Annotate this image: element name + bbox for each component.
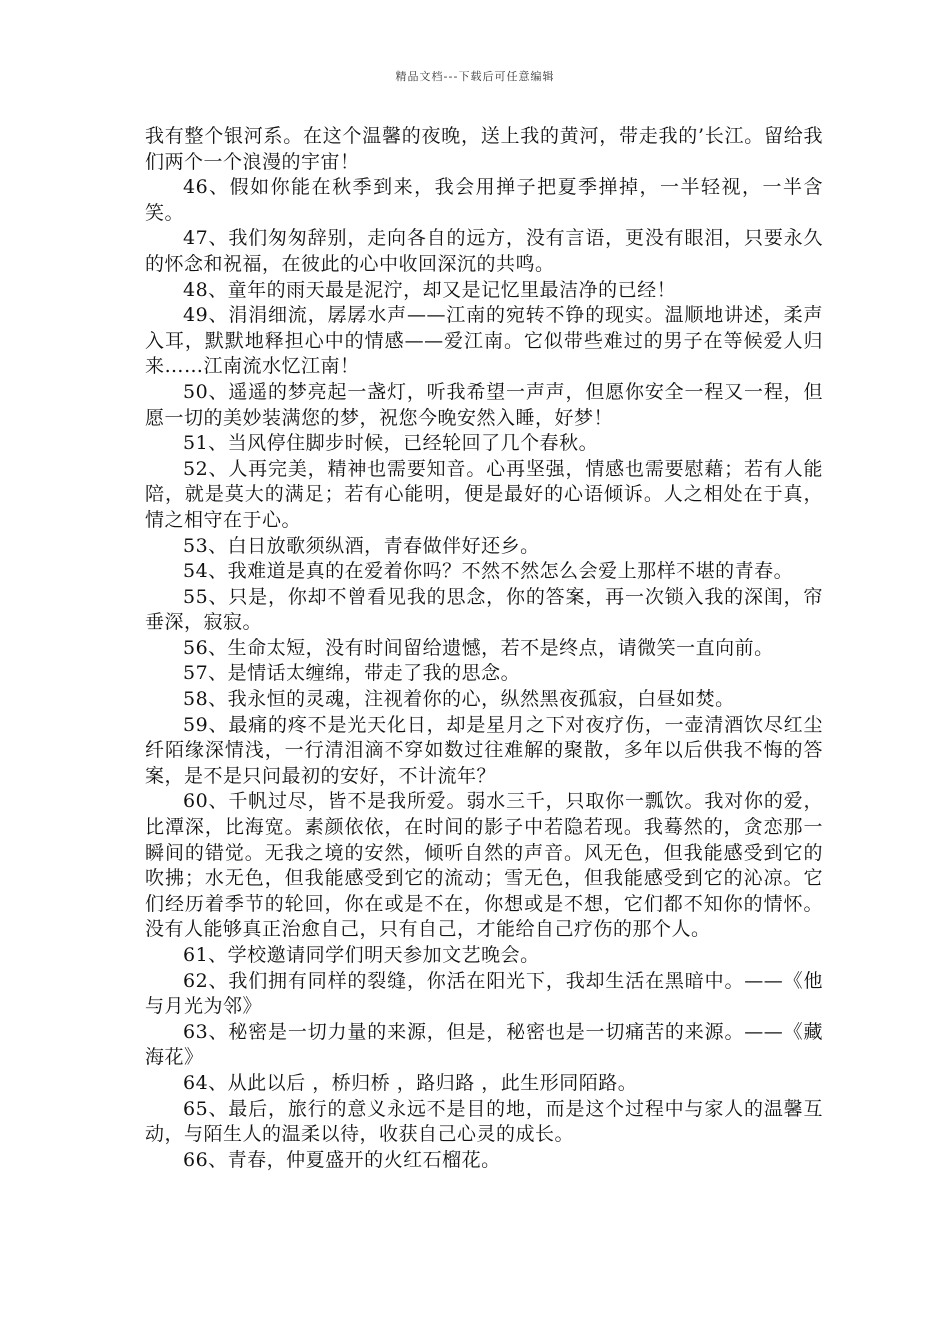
paragraph-53: 53、白日放歌须纵酒，青春做伴好还乡。 <box>183 534 540 557</box>
paragraph-65: 65、最后，旅行的意义永远不是目的地，而是这个过程中与家人的温馨互动，与陌生人的温柔以待，收获自己心灵的成长。 <box>145 1097 823 1146</box>
document-body <box>145 124 823 1173</box>
paragraph-56: 56、生命太短，没有时间留给遗憾，若不是终点，请微笑一直向前。 <box>183 636 774 659</box>
paragraph-52: 52、人再完美，精神也需要知音。心再坚强，情感也需要慰藉；若有人能陪，就是莫大的满足；若有心能明，便是最好的心语倾诉。人之相处在于真，情之相守在于心。 <box>145 457 823 531</box>
paragraph-60: 60、千帆过尽，皆不是我所爱。弱水三千，只取你一瓢饮。我对你的爱，比潭深，比海宽。素颜依依，在时间的影子中若隐若现。我蓦然的，贪恋那一瞬间的错觉。无我之境的安然，倾听自然的声音。风无色，但我能感受到它的吹拂；水无色，但我能感受到它的流动；雪无色，但我能感受到它的沁凉。它们经历着季节的轮回，你在或是不在，你想或是不想，它们都不知你的情怀。没有人能够真正治愈自己，只有自己，才能给自己疗伤的那个人。 <box>145 790 823 941</box>
paragraph-54: 54、我难道是真的在爱着你吗？不然不然怎么会爱上那样不堪的青春。 <box>183 560 794 583</box>
paragraph-58: 58、我永恒的灵魂，注视着你的心，纵然黑夜孤寂，白昼如焚。 <box>183 688 735 711</box>
paragraph-48: 48、童年的雨天最是泥泞，却又是记忆里最洁净的已经！ <box>183 278 677 301</box>
page-header: 精品文档---下载后可任意编辑 <box>395 70 555 83</box>
paragraph-64: 64、从此以后 ，桥归桥 ，路归路 ，此生形同陌路。 <box>183 1071 638 1094</box>
paragraph-47: 47、我们匆匆辞别，走向各自的远方，没有言语，更没有眼泪，只要永久的怀念和祝福，在彼此的心中收回深沉的共鸣。 <box>145 227 823 275</box>
paragraph-59: 59、最痛的疼不是光天化日，却是星月之下对夜疗伤，一壶清酒饮尽红尘纤陌缘深情浅，一行清泪滴不穿如数过往难解的聚散，多年以后供我不悔的答案，是不是只问最初的安好，不计流年？ <box>145 713 823 787</box>
paragraph-61: 61、学校邀请同学们明天参加文艺晚会。 <box>183 944 540 966</box>
paragraph-49: 49、涓涓细流，孱孱水声——江南的宛转不铮的现实。温顺地讲述，柔声入耳，默默地释担心中的情感——爱江南。它似带些难过的男子在等候爱人归来……江南流水忆江南！ <box>145 304 823 378</box>
paragraph-51: 51、当风停住脚步时候，已经轮回了几个春秋。 <box>183 432 599 455</box>
paragraph-50: 50、遥遥的梦亮起一盏灯，听我希望一声声，但愿你安全一程又一程，但愿一切的美妙装满您的梦，祝您今晚安然入睡，好梦！ <box>145 380 823 429</box>
paragraph-57: 57、是情话太缠绵，带走了我的思念。 <box>183 662 521 685</box>
paragraph-62: 62、我们拥有同样的裂缝，你活在阳光下，我却生活在黑暗中。——《他与月光为邻》 <box>145 969 823 1018</box>
paragraph-55: 55、只是，你却不曾看见我的思念，你的答案，再一次锁入我的深闺，帘垂深，寂寂。 <box>145 585 823 634</box>
paragraph-63: 63、秘密是一切力量的来源，但是，秘密也是一切痛苦的来源。——《藏海花》 <box>145 1020 823 1069</box>
paragraph-66: 66、青春，仲夏盛开的火红石榴花。 <box>183 1148 501 1171</box>
paragraph-continued: 我有整个银河系。在这个温馨的夜晚，送上我的黄河，带走我的’长江。留给我们两个一个浪漫的宇宙！ <box>145 125 823 173</box>
paragraph-46: 46、假如你能在秋季到来，我会用掸子把夏季掸掉，一半轻视，一半含笑。 <box>145 176 823 224</box>
